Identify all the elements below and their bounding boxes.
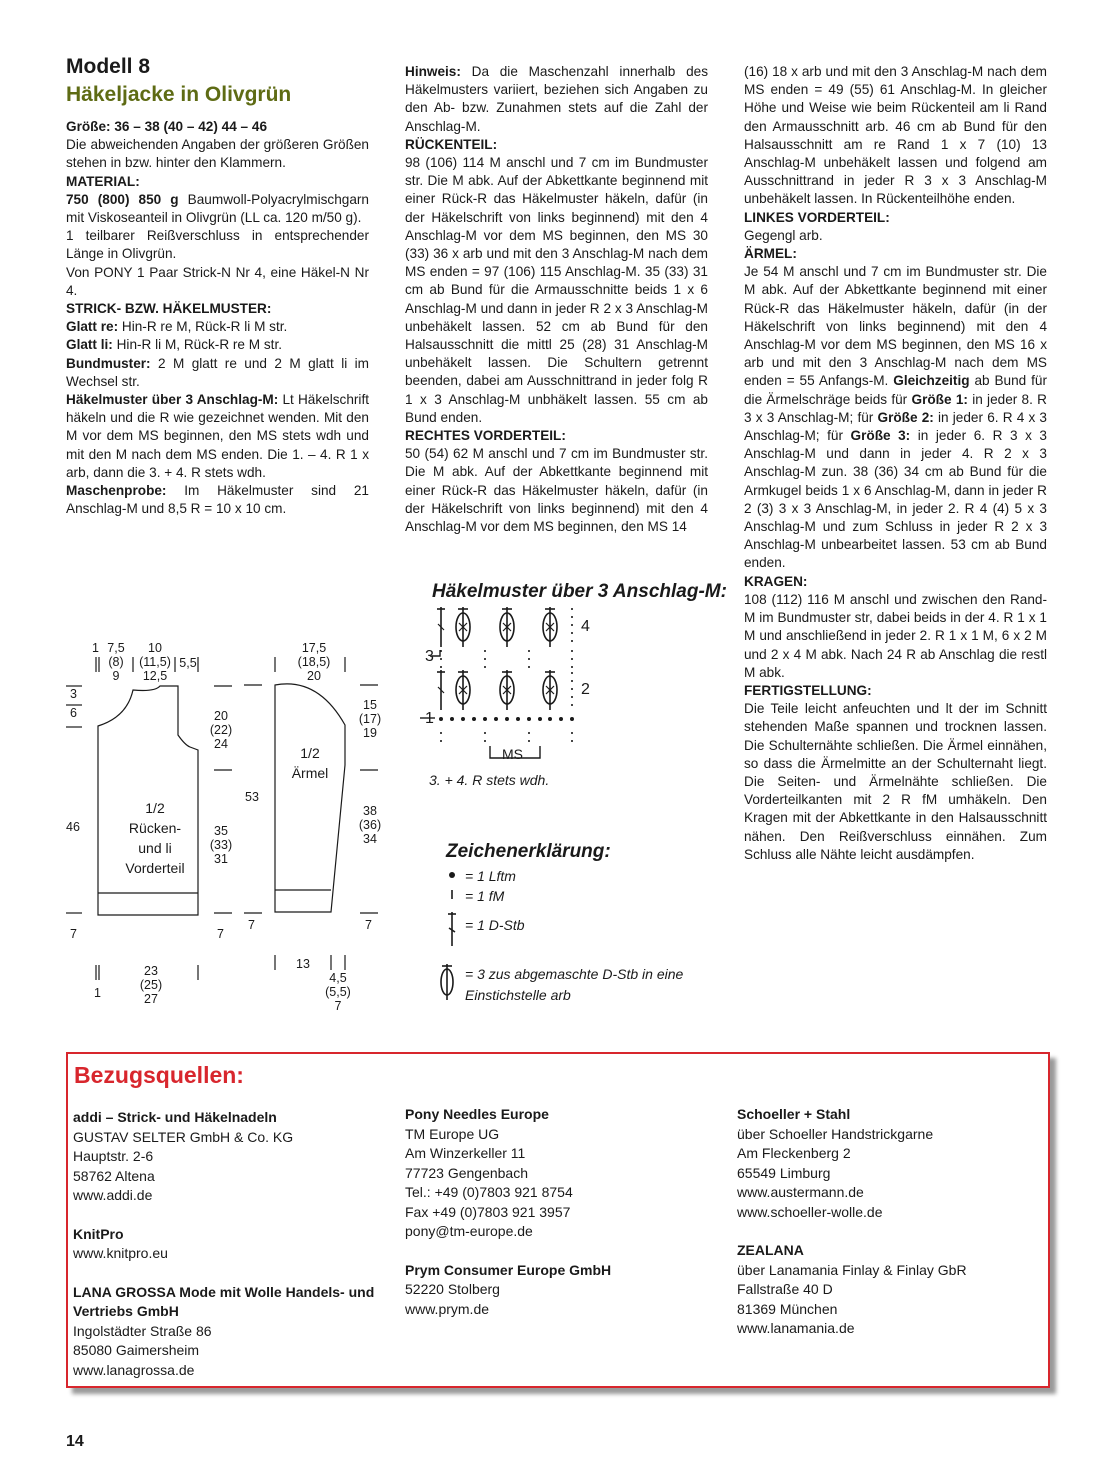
cluster-symbol <box>441 964 453 1000</box>
dim-label: 7 <box>70 927 77 941</box>
supplier-link[interactable]: www.lanamania.de <box>737 1320 855 1336</box>
gauge-text: Im Häkelmuster sind 21 Anschlag-M und 8,5 R = 10 x 10 cm. <box>66 483 369 517</box>
dim-label: 7 <box>365 918 372 932</box>
material-amount: 750 (800) 850 g <box>66 191 179 207</box>
dim-label: 1 <box>94 986 101 1000</box>
sources-title: Bezugsquellen: <box>74 1062 244 1088</box>
supplier-link[interactable]: www.lanagrossa.de <box>73 1361 195 1378</box>
back-heading: RÜCKENTEIL: <box>405 136 498 152</box>
finishing-text: Die Teile leicht anfeuchten und lt der im Schnitt stehenden Maße spannen und trocknen lassen. Die Schulternähte schließen. Die Ärmel einnähen, so dass die Ärmelmitte an der Schulternaht liegt. Die Seiten- und Ärmelnähte schließen. Die Vorderteilkanten mit 2 R fM umhäkeln. Den Kragen mit der Abkettkante in den Halsausschnitt nähen. Den Reißverschluss einnähen. Zum Schluss alle Nähte leicht ausdämpfen. <box>744 701 1047 862</box>
legend-double-treble: = 1 D-Stb <box>465 917 525 933</box>
size-label: Größe: <box>66 119 111 134</box>
legend-cluster-line-1: = 3 zus abgemaschte D-Stb in eine <box>465 966 684 982</box>
dim-label: 6 <box>70 706 77 720</box>
glatt-li-text: Hin-R li M, Rück-R re M str. <box>112 337 282 353</box>
supplier-link[interactable]: www.schoeller-wolle.de <box>737 1203 883 1220</box>
chart-repeat-label: MS <box>502 746 523 762</box>
dim-label: 7 <box>217 927 224 941</box>
size-note: Die abweichenden Angaben der größeren Größen stehen in bzw. hinter den Klammern. <box>66 137 369 171</box>
legend-title: Zeichenerklärung: <box>446 841 611 862</box>
supplier-name: addi – Strick- und Häkelnadeln <box>73 1109 277 1125</box>
double-treble-symbol <box>448 912 456 946</box>
left-front-heading: LINKES VORDERTEIL: <box>744 209 890 225</box>
chart-row-1: 1 <box>425 710 434 727</box>
supplier-name: Prym Consumer Europe GmbH <box>405 1261 612 1278</box>
dim-label: 15 (17) 19 <box>358 698 382 740</box>
dim-label: 35 (33) 31 <box>209 824 233 866</box>
dim-label: 13 <box>296 957 310 971</box>
crochet-pattern-text: Lt Häkelschrift häkeln und die R wie gezeichnet wenden. Mit den M vor dem MS beginnen, den MS stets wdh und mit den M nach dem MS enden. Die 1. – 4. R 1 x arb, dann die 3. + 4. R stets wdh. <box>66 392 369 480</box>
size-value: 36 – 38 (40 – 42) 44 – 46 <box>110 119 268 134</box>
sleeve-bold-1: Gleichzeitig <box>893 373 970 389</box>
sleeve-text-4: in jeder 6. R 4 x 3 Anschlag-M; für <box>744 409 1047 444</box>
sleeve-piece-label: 1/2 Ärmel <box>291 745 329 781</box>
chart-row-2: 2 <box>581 681 590 698</box>
glatt-re-label: Glatt re: <box>66 319 119 335</box>
page-title: Häkeljacke in Olivgrün <box>66 83 292 106</box>
back-text: 98 (106) 114 M anschl und 7 cm im Bundmuster str. Die M abk. Auf der Abkettkante beginnend mit einer Rück-R das Häkelmuster häkeln, dafür (in der Häkelschrift von links beginnend) mit den 4 Anschlag-M vor dem MS beginnen, den MS 30 (33) 36 x arb und mit den 3 Anschlag-M nach dem MS enden = 97 (106) 115 Anschlag-M. 35 (33) 31 cm ab Bund für die Armausschnitte beids 1 x 6 Anschlag-M und dann in jeder R 2 x 3 Anschlag-M unbehäkelt lassen. 52 cm ab Bund für den Halsausschnitt die mittl 25 (28) 31 Anschlag-M unbehäkelt lassen. Die Schultern getrennt beenden, dabei am Ausschnittrand in jeder folg R 1 x 3 Anschlag-M unbhäkelt lassen. 55 cm ab Bund enden. <box>405 155 708 425</box>
sources-column-3: Schoeller + Stahl über Schoeller Handstrickgarne Am Fleckenberg 2 65549 Limburg www.austermann.de www.schoeller-wolle.de ZEALANA über Lanamania Finlay & Finlay GbR Fallstraße 40 D 81369 München www.lanamania.de <box>737 1105 1037 1339</box>
collar-text: 108 (112) 116 M anschl und zwischen den Rand-M im Bundmuster str, dabei beids in der 4. R 1 x 1 M und anschließend in jeder 2. R 1 x 1 M, 6 x 2 M und 2 x 4 M abk. Nach 24 R ab Anschlag die restl M abk. <box>744 591 1047 680</box>
model-number: Modell 8 <box>66 55 151 78</box>
dim-label: 3 <box>70 687 77 701</box>
legend-single-crochet: = 1 fM <box>465 888 505 904</box>
glatt-li-label: Glatt li: <box>66 337 113 353</box>
supplier-link[interactable]: www.austermann.de <box>737 1184 864 1200</box>
page-number: 14 <box>66 1433 84 1450</box>
dim-label: 7 <box>248 918 255 932</box>
zipper-text: 1 teilbarer Reißverschluss in entsprechender Länge in Olivgrün. <box>66 228 369 262</box>
supplier-link[interactable]: www.addi.de <box>73 1187 153 1203</box>
supplier-name: LANA GROSSA Mode mit Wolle Handels- und <box>73 1283 375 1300</box>
supplier-name: Pony Needles Europe <box>405 1106 549 1122</box>
finishing-heading: FERTIGSTELLUNG: <box>744 682 872 698</box>
supplier-link[interactable]: www.knitpro.eu <box>73 1245 168 1261</box>
sleeve-bold-4: Größe 3: <box>850 428 911 444</box>
dim-label: 53 <box>245 790 259 804</box>
sleeve-text-5: in jeder 6. R 3 x 3 Anschlag-M und dann in jeder 4. R 2 x 3 Anschlag-M zun. 38 (36) 34 cm ab Bund für die Armkugel beids 1 x 6 Anschlag-M, dann in jeder R 2 (3) 3 x 3 Anschlag-M, in jeder 2. R 4 (4) 5 x 3 Anschlag-M und zum Schluss in jeder R 2 x 3 Anschlag-M unbearbeitet lassen. 53 cm ab Bund enden. <box>744 428 1047 571</box>
sleeve-text-2: ab Bund für die Ärmelschräge beids für <box>744 373 1047 407</box>
glatt-re-text: Hin-R re M, Rück-R li M str. <box>118 319 288 335</box>
supplier-name: KnitPro <box>73 1225 124 1242</box>
legend-chain: = 1 Lftm <box>465 868 516 884</box>
material-text: Baumwoll-Polyacrylmischgarn mit Viskoseanteil in Olivgrün (LL ca. 120 m/50 g). <box>66 191 369 226</box>
needles-text: Von PONY 1 Paar Strick-N Nr 4, eine Häkel-N Nr 4. <box>66 264 369 298</box>
legend-cluster-line-2: Einstichstelle arb <box>465 987 571 1003</box>
sources-column-1: addi – Strick- und Häkelnadeln GUSTAV SELTER GmbH & Co. KG Hauptstr. 2-6 58762 Altena www.addi.de KnitPro www.knitpro.eu LANA GROSSA Mode mit Wolle Handels- und Vertriebs GmbH Ingolstädter Straße 86 85080 Gaimersheim www.lanagrossa.de <box>73 1108 393 1380</box>
sleeve-bold-3: Größe 2: <box>877 409 934 425</box>
supplier-email[interactable]: pony@tm-europe.de <box>405 1223 533 1239</box>
sources-column-2: Pony Needles Europe TM Europe UG Am Winzerkeller 11 77723 Gengenbach Tel.: +49 (0)7803 921 8754 Fax +49 (0)7803 921 3957 pony@tm-europe.de Prym Consumer Europe GmbH 52220 Stolberg www.prym.de <box>405 1105 725 1319</box>
right-front-continued: (16) 18 x arb und mit den 3 Anschlag-M nach dem MS enden = 49 (55) 61 Anschlag-M. In gleicher Höhe und Weise wie beim Rückenteil am li Rand den Armausschnitt arb. 46 cm ab Bund für den Halsausschnitt am re Rand 1 x 7 (10) 13 Anschlag-M unbehäkelt lassen und folgend am Ausschnittrand in jeder R 3 x 3 Anschlag-M unbehäkelt lassen. In Rückenteilhöhe enden. <box>744 64 1047 207</box>
chain-symbol <box>449 872 455 878</box>
crochet-pattern-label: Häkelmuster über 3 Anschlag-M: <box>66 392 279 408</box>
hint-label: Hinweis: <box>405 64 461 79</box>
crochet-chart-title: Häkelmuster über 3 Anschlag-M: <box>432 581 727 602</box>
right-front-heading: RECHTES VORDERTEIL: <box>405 428 566 444</box>
chart-row-3: 3 <box>425 648 434 665</box>
pattern-heading: STRICK- BZW. HÄKELMUSTER: <box>66 301 272 317</box>
dim-label: 23 (25) 27 <box>139 964 163 1006</box>
supplier-name: ZEALANA <box>737 1242 804 1258</box>
dim-label: 46 <box>66 820 80 834</box>
sleeve-heading: ÄRMEL: <box>744 246 797 262</box>
collar-heading: KRAGEN: <box>744 573 808 589</box>
sleeve-text-1: Je 54 M anschl und 7 cm im Bundmuster str. Die M abk. Auf der Abkettkante beginnend mit einer Rück-R das Häkelmuster häkeln, dafür (in der Häkelschrift von links beginnend) mit den 4 Anschlag-M vor dem MS beginnen, den MS 16 x arb und mit den 3 Anschlag-M nach dem MS enden = 55 Anfangs-M. <box>744 264 1047 389</box>
gauge-label: Maschenprobe: <box>66 483 167 499</box>
chart-row-4: 4 <box>581 618 590 635</box>
material-heading: MATERIAL: <box>66 173 140 189</box>
dim-label: 4,5 (5,5) 7 <box>325 971 351 1013</box>
body-piece-label: 1/2 Rücken- und li Vorderteil <box>125 800 185 876</box>
hint-text: Da die Maschenzahl innerhalb des Häkelmusters variiert, beziehen sich Angaben zu den Ab- bzw. Zunahmen stets auf die Zahl der Anschlag-M. <box>405 64 708 134</box>
dim-label: 1 <box>92 641 99 655</box>
sleeve-bold-2: Größe 1: <box>911 391 968 407</box>
dim-label: 38 (36) 34 <box>358 804 382 846</box>
dim-label: 5,5 <box>179 656 197 670</box>
bund-label: Bundmuster: <box>66 355 151 371</box>
left-front-text: Gegengl arb. <box>744 227 823 243</box>
dim-label: 20 (22) 24 <box>209 709 233 751</box>
dim-label: 17,5 (18,5) 20 <box>297 641 331 683</box>
dim-label: 10 (11,5) 12,5 <box>139 641 171 683</box>
dim-label: 7,5 (8) 9 <box>107 641 125 683</box>
right-front-text: 50 (54) 62 M anschl und 7 cm im Bundmuster str. Die M abk. Auf der Abkettkante beginnend mit einer Rück-R das Häkelmuster häkeln, dafür (in der Häkelschrift von links beginnend) mit den 4 Anschlag-M vor dem MS beginnen, den MS 14 <box>405 446 708 535</box>
chart-repeat-note: 3. + 4. R stets wdh. <box>429 772 550 788</box>
bund-text: 2 M glatt re und 2 M glatt li im Wechsel str. <box>66 355 369 389</box>
supplier-link[interactable]: www.prym.de <box>405 1300 490 1317</box>
supplier-name: Schoeller + Stahl <box>737 1106 851 1122</box>
sleeve-text-3: in jeder 8. R 3 x 3 Anschlag-M; für <box>744 391 1047 425</box>
